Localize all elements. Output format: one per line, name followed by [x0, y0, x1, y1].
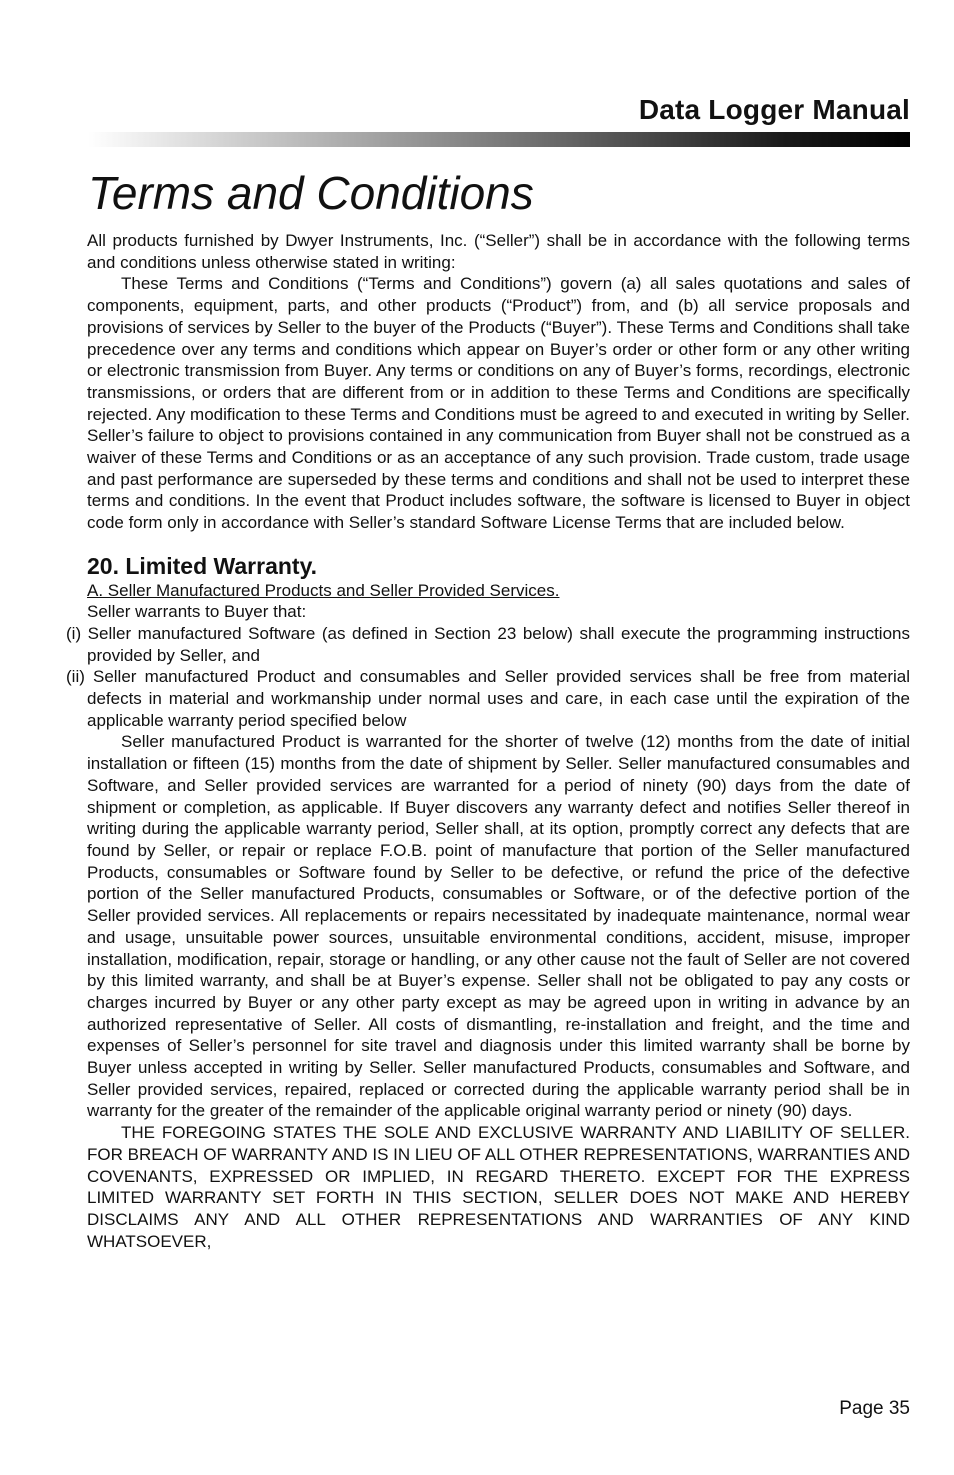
document-body [66, 230, 910, 1252]
disclaimer-paragraph: THE FOREGOING STATES THE SOLE AND EXCLUSIVE WARRANTY AND LIABILITY OF SELLER. FOR BREACH OF WARRANTY AND IS IN LIEU OF ALL OTHER REPRESENTATIONS, WARRANTIES AND COVENANTS, EXPRESSED OR IMPLIED, IN REGARD THERETO. EXCEPT FOR THE EXPRESS LIMITED WARRANTY SET FORTH IN THIS SECTION, SELLER DOES NOT MAKE AND HEREBY DISCLAIMS ANY AND ALL OTHER REPRESENTATIONS AND WARRANTIES OF ANY KIND WHATSOEVER, [87, 1123, 910, 1251]
warranty-lead: Seller warrants to Buyer that: [87, 602, 307, 622]
page-title: Terms and Conditions [88, 167, 534, 219]
warranty-paragraph: Seller manufactured Product is warranted for the shorter of twelve (12) months from the date of initial installation or fifteen (15) months from the date of shipment by Seller. Seller manufactured consumables and Software, and Seller provided services are warranted for a period of ninety (90) days from the date of shipment or completion, as applicable. If Buyer discovers any warranty defect and notifies Seller thereof in writing during the applicable warranty period, Seller shall, at its option, promptly correct any defects that are found by Seller, or repair or replace F.O.B. point of manufacture that portion of the Seller manufactured Products, consumables or Software found by Seller to be defective, or refund the price of the defective portion of the Seller manufactured Products, consumables or Software, or of the defective portion of the Seller provided services. All replacements or repairs necessitated by inadequate maintenance, normal wear and usage, unsuitable power sources, unsuitable environmental conditions, accident, misuse, improper installation, modification, repair, storage or handling, or any other cause not the fault of Seller are not covered by this limited warranty, and shall be at Buyer’s expense. Seller shall not be obligated to pay any costs or charges incurred by Buyer or any other party except as may be agreed upon in writing in advance by an authorized representative of Seller. All costs of dismantling, re-installation and freight, and the time and expenses of Seller’s personnel for site travel and diagnosis under this limited warranty shall be borne by Buyer unless accepted in writing by Seller. Seller manufactured Products, consumables and Software, and Seller provided services, repaired, replaced or corrected during the applicable warranty period shall be in warranty for the greater of the remainder of the applicable original warranty period or ninety (90) days. [87, 732, 910, 1121]
header-gradient-rule [88, 132, 910, 147]
list-item: (i) Seller manufactured Software (as defined in Section 23 below) shall execute the programming instructions provided by Seller, and [66, 623, 910, 665]
govern-paragraph: These Terms and Conditions (“Terms and Conditions”) govern (a) all sales quotations and sales of components, equipment, parts, and other products (“Product”) from, and (b) all service proposals and provisions of services by Seller to the buyer of the Products (“Buyer”). These Terms and Conditions shall take precedence over any terms and conditions which appear on Buyer’s order or other form or any other writing or electronic transmission from Buyer. Any terms or conditions on any of Buyer’s forms, recordings, electronic transmissions, or orders that are different from or in addition to these Terms and Conditions are specifically rejected. Any modification to these Terms and Conditions must be agreed to and executed in writing by Seller. Seller’s failure to object to provisions contained in any communication from Buyer shall not be construed as a waiver of these Terms and Conditions or as an acceptance of any such provision. Trade custom, trade usage and past performance are superseded by these terms and conditions and shall not be used to interpret these terms and conditions. In the event that Product includes software, the software is licensed to Buyer in object code form only in accordance with Seller’s standard Software License Terms that are included below. [87, 274, 910, 533]
section-heading: 20. Limited Warranty. [87, 552, 318, 579]
manual-title: Data Logger Manual [638, 94, 910, 125]
intro-paragraph: All products furnished by Dwyer Instruments, Inc. (“Seller”) shall be in accordance with the following terms and conditions unless otherwise stated in writing: [87, 231, 910, 272]
subsection-heading: A. Seller Manufactured Products and Seller Provided Services. [87, 580, 560, 600]
list-item: (ii) Seller manufactured Product and consumables and Seller provided services shall be free from material defects in material and workmanship under normal uses and care, in each case until the expiration of the applicable warranty period specified below [66, 667, 910, 730]
page-number: Page 35 [839, 1398, 910, 1419]
